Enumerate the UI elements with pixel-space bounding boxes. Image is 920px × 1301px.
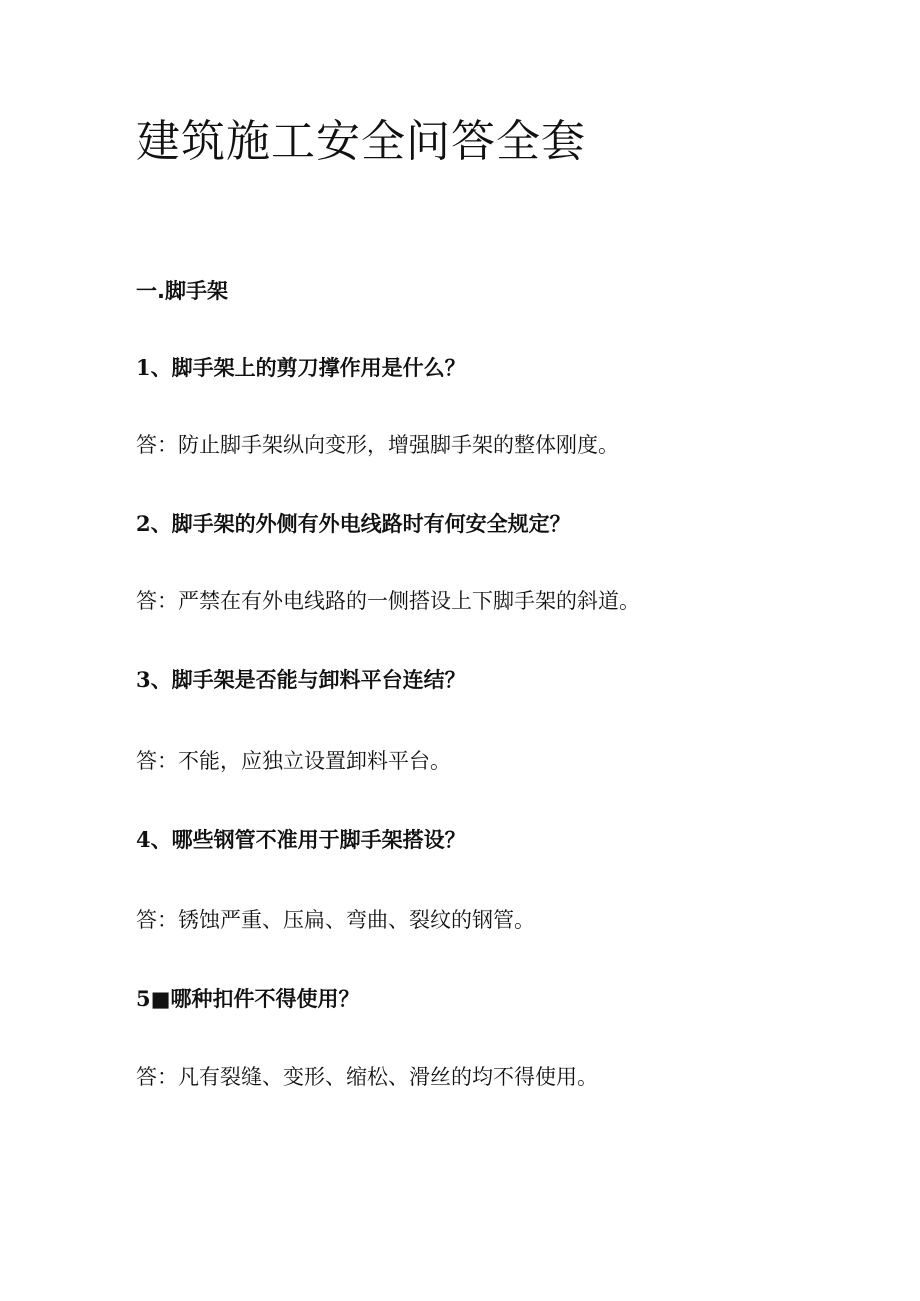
question-2 xyxy=(136,513,571,535)
question-number: 2 xyxy=(136,511,151,536)
question-separator: 、 xyxy=(150,828,172,852)
section-heading-scaffold: 一.脚手架 xyxy=(136,279,228,303)
question-separator: 、 xyxy=(150,512,172,536)
answer-3: 答：不能，应独立设置卸料平台。 xyxy=(136,749,451,773)
question-4 xyxy=(136,829,466,851)
answer-5: 答：凡有裂缝、变形、缩松、滑丝的均不得使用。 xyxy=(136,1065,598,1089)
question-number: 5 xyxy=(136,986,151,1011)
question-separator: 、 xyxy=(150,356,172,380)
question-text: 脚手架上的剪刀撑作用是什么？ xyxy=(171,356,466,380)
question-text: 脚手架是否能与卸料平台连结？ xyxy=(171,668,466,692)
answer-2: 答：严禁在有外电线路的一侧搭设上下脚手架的斜道。 xyxy=(136,589,640,613)
answer-4: 答：锈蚀严重、压扁、弯曲、裂纹的钢管。 xyxy=(136,908,535,932)
answer-1: 答：防止脚手架纵向变形，增强脚手架的整体刚度。 xyxy=(136,433,619,457)
question-number: 3 xyxy=(136,667,151,692)
question-separator: 、 xyxy=(150,668,172,692)
question-5 xyxy=(136,988,359,1010)
question-text: 哪些钢管不准用于脚手架搭设？ xyxy=(171,828,466,852)
document-title: 建筑施工安全问答全套 xyxy=(136,116,586,167)
question-text: 哪种扣件不得使用？ xyxy=(170,987,360,1011)
question-number: 1 xyxy=(136,355,151,380)
question-separator: ■ xyxy=(150,987,171,1011)
question-text: 脚手架的外侧有外电线路时有何安全规定？ xyxy=(171,512,571,536)
question-1 xyxy=(136,357,466,379)
question-3 xyxy=(136,669,466,691)
question-number: 4 xyxy=(136,827,151,852)
